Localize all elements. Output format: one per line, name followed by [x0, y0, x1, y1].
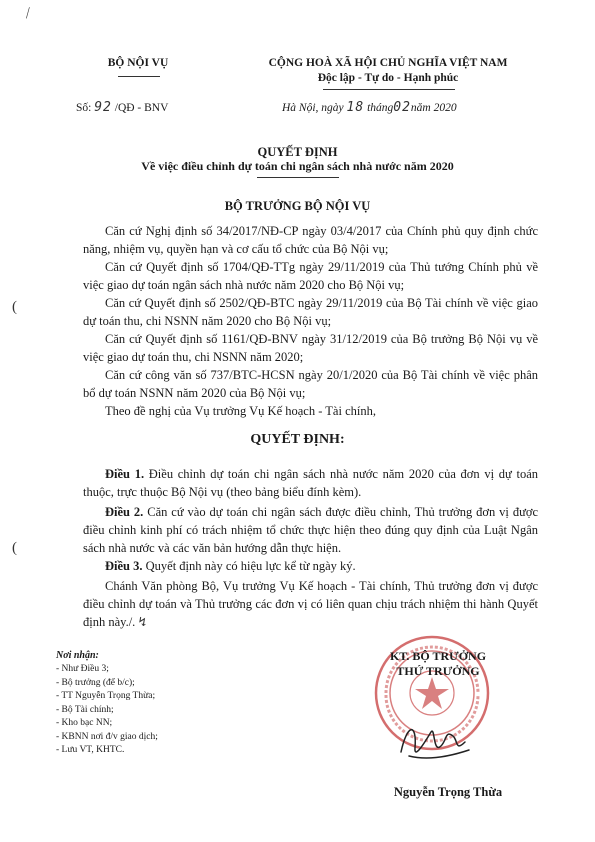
motto-underline	[323, 89, 455, 90]
doc-number-prefix: Số:	[76, 102, 92, 114]
recipients-list	[56, 663, 158, 758]
recipient-item: - KBNN nơi đ/v giao dịch;	[56, 731, 158, 742]
signature-title-2: THỨ TRƯỞNG	[396, 664, 480, 678]
document-subtitle: Về việc điều chỉnh dự toán chi ngân sách nhà nước năm 2020	[141, 159, 454, 173]
place-date	[282, 100, 457, 115]
day-handwritten: 18	[346, 100, 365, 115]
article-text: Căn cứ vào dự toán chi ngân sách được điều chỉnh, Thủ trưởng đơn vị được điều chỉnh kinh phí có trách nhiệm tổ chức thực hiện theo đúng quy định của Luật Ngân sách nhà nước và các văn bản hướng dẫn thực hiện.	[83, 505, 538, 555]
decision-heading: QUYẾT ĐỊNH:	[250, 432, 345, 447]
signer-name: Nguyễn Trọng Thừa	[393, 785, 503, 799]
corner-mark: ⟋	[21, 4, 35, 22]
title-underline	[257, 177, 339, 178]
article-label: Điều 2.	[105, 505, 144, 519]
document-number	[76, 100, 168, 115]
punch-hole-mark: (	[12, 540, 17, 556]
article-3	[83, 557, 538, 575]
doc-number-suffix: /QĐ - BNV	[114, 102, 169, 114]
year-text: năm 2020	[410, 102, 457, 114]
recipient-item: - Bộ Tài chính;	[56, 704, 114, 715]
ministry-underline	[118, 76, 160, 77]
preamble-item: Theo đề nghị của Vụ trưởng Vụ Kế hoạch - Tài chính,	[105, 404, 376, 418]
recipient-item: - TT Nguyễn Trọng Thừa;	[56, 691, 156, 701]
punch-hole-mark: (	[12, 299, 17, 315]
article-label: Điều 3.	[105, 559, 143, 573]
recipient-item: - Bộ trưởng (để b/c);	[56, 677, 135, 688]
article-label: Điều 1.	[105, 467, 145, 481]
recipient-item: - Lưu VT, KHTC.	[56, 745, 125, 755]
closing-text: Chánh Văn phòng Bộ, Vụ trưởng Vụ Kế hoạch - Tài chính, Thủ trưởng đơn vị được điều chỉnh dự toán và Thủ trưởng các đơn vị có liên quan chịu trách nhiệm thi hành Quyết định này./.	[83, 579, 538, 629]
article-text: Quyết định này có hiệu lực kể từ ngày ký.	[142, 559, 356, 573]
preamble-item: Căn cứ Nghị định số 34/2017/NĐ-CP ngày 03/4/2017 của Chính phủ quy định chức năng, nhiệm vụ, quyền hạn và cơ cấu tổ chức của Bộ Nội vụ;	[83, 224, 538, 256]
preamble-item: Căn cứ Quyết định số 2502/QĐ-BTC ngày 29/11/2019 của Bộ Tài chính về việc giao dự toán thu, chi NSNN năm 2020 cho Bộ Nội vụ;	[83, 296, 538, 328]
article-1	[83, 465, 538, 501]
closing-mark: ↯	[138, 615, 148, 630]
recipient-item: - Như Điều 3;	[56, 664, 109, 674]
preamble-item: Căn cứ Quyết định số 1704/QĐ-TTg ngày 29/11/2019 của Thủ tướng Chính phủ về việc giao dự toán ngân sách nhà nước năm 2020 cho Bộ Nội vụ;	[83, 260, 538, 292]
month-handwritten: 02	[393, 100, 411, 115]
preamble-item: Căn cứ Quyết định số 1161/QĐ-BNV ngày 31/12/2019 của Bộ trưởng Bộ Nội vụ về việc giao dự toán thu, chi NSNN năm 2020;	[83, 332, 538, 364]
signature-title-1: KT. BỘ TRƯỞNG	[389, 649, 487, 663]
recipients-title: Nơi nhận:	[56, 650, 99, 661]
closing-paragraph	[83, 577, 538, 632]
article-text: Điều chỉnh dự toán chi ngân sách nhà nước năm 2020 của đơn vị dự toán thuộc, trực thuộc Bộ Nội vụ (theo bảng biểu đính kèm).	[83, 467, 539, 499]
document-title: QUYẾT ĐỊNH	[257, 145, 338, 159]
national-motto: Độc lập - Tự do - Hạnh phúc	[317, 72, 459, 84]
month-label: tháng	[367, 102, 394, 114]
country-name: CỘNG HOÀ XÃ HỘI CHỦ NGHĨA VIỆT NAM	[268, 57, 508, 69]
issuing-authority: BỘ TRƯỞNG BỘ NỘI VỤ	[224, 199, 371, 213]
ministry-name: BỘ NỘI VỤ	[107, 57, 169, 69]
preamble-item: Căn cứ công văn số 737/BTC-HCSN ngày 20/1/2020 của Bộ Tài chính về việc phân bổ dự toán NSNN năm 2020 của Bộ Nội vụ;	[83, 368, 538, 400]
handwritten-signature	[395, 712, 475, 767]
doc-number-handwritten: 92	[94, 100, 112, 115]
article-2	[83, 503, 538, 557]
place-prefix: Hà Nội, ngày	[282, 102, 344, 114]
recipient-item: - Kho bạc NN;	[56, 718, 113, 728]
